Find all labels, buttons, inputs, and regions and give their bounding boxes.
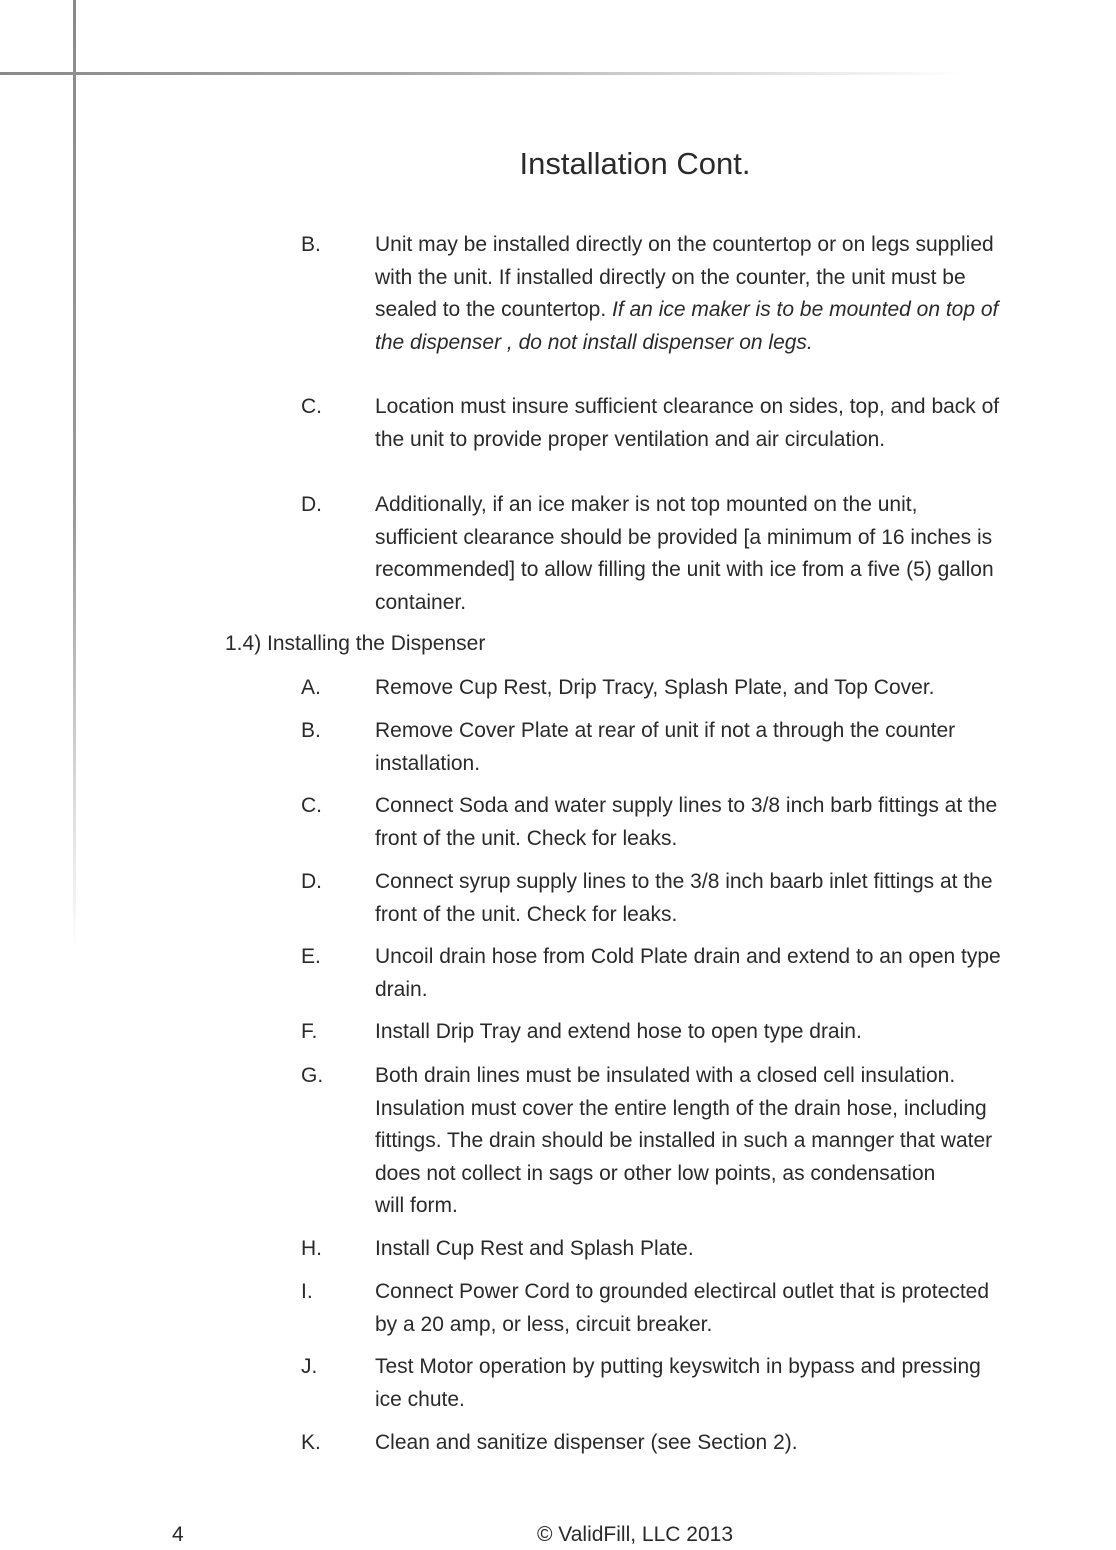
text-line: Test Motor operation by putting keyswitch in bypass and pressing <box>375 1355 981 1378</box>
text-line: Install Cup Rest and Splash Plate. <box>375 1237 694 1260</box>
list-item-letter: K. <box>301 1431 321 1454</box>
text-line: Additionally, if an ice maker is not top mounted on the unit, <box>375 493 918 516</box>
list-item-text <box>375 1276 1116 1341</box>
text-line: the unit to provide proper ventilation and air circulation. <box>375 427 886 451</box>
page-number: 4 <box>172 1523 184 1546</box>
text-normal: sealed to the countertop. <box>375 298 612 321</box>
text-line: by a 20 amp, or less, circuit breaker. <box>375 1312 713 1336</box>
text-italic-note: the dispenser , do not install dispenser on legs. <box>375 330 813 354</box>
text-line: drain. <box>375 977 428 1001</box>
list-item-letter: I. <box>301 1280 313 1303</box>
list-item-letter: D. <box>301 493 322 516</box>
text-line: Install Drip Tray and extend hose to open type drain. <box>375 1020 862 1043</box>
text-line: Connect Soda and water supply lines to 3/8 inch barb fittings at the <box>375 794 998 817</box>
text-line: does not collect in sags or other low points, as condensation <box>375 1161 936 1185</box>
text-line: installation. <box>375 751 481 775</box>
section-heading: 1.4) Installing the Dispenser <box>225 632 486 655</box>
list-item-letter: E. <box>301 945 321 968</box>
list-item-letter: B. <box>301 719 321 742</box>
copyright-notice: © ValidFill, LLC 2013 <box>536 1523 733 1546</box>
text-line: Both drain lines must be insulated with a closed cell insulation. <box>375 1064 956 1087</box>
text-line: Unit may be installed directly on the countertop or on legs supplied <box>375 233 994 256</box>
text-line: Clean and sanitize dispenser (see Section 2). <box>375 1431 798 1454</box>
list-item-letter: J. <box>301 1355 318 1378</box>
margin-line-vertical <box>73 0 76 950</box>
list-item-text <box>375 1351 1116 1416</box>
text-line: front of the unit. Check for leaks. <box>375 902 678 926</box>
text-line-mixed <box>375 294 1116 327</box>
list-item-text <box>375 391 1116 456</box>
text-line: Connect syrup supply lines to the 3/8 inch baarb inlet fittings at the <box>375 870 993 893</box>
list-item-text <box>375 941 1116 1006</box>
list-item-text <box>375 1016 1116 1049</box>
text-line: Remove Cup Rest, Drip Tracy, Splash Plate, and Top Cover. <box>375 676 935 699</box>
list-item-letter: A. <box>301 676 321 699</box>
page-title: Installation Cont. <box>519 146 751 181</box>
list-item-text <box>375 866 1116 931</box>
list-item-text <box>375 1427 1116 1460</box>
list-item-letter: D. <box>301 870 322 893</box>
text-line: Uncoil drain hose from Cold Plate drain and extend to an open type <box>375 945 1001 968</box>
text-line: container. <box>375 590 467 614</box>
text-line: Remove Cover Plate at rear of unit if not a through the counter <box>375 719 956 742</box>
margin-line-horizontal <box>0 72 960 75</box>
list-item-text <box>375 672 1116 705</box>
text-line: ice chute. <box>375 1387 465 1411</box>
text-line: recommended] to allow filling the unit with ice from a five (5) gallon <box>375 558 994 581</box>
list-item-text <box>375 790 1116 855</box>
text-italic-note: If an ice maker is to be mounted on top of <box>612 298 999 321</box>
list-item-text <box>375 229 1116 359</box>
list-item-letter: C. <box>301 794 322 817</box>
text-line: Insulation must cover the entire length of the drain hose, including <box>375 1096 987 1120</box>
list-item-letter: C. <box>301 395 322 418</box>
list-item-letter: B. <box>301 233 321 256</box>
text-line: Location must insure sufficient clearance on sides, top, and back of <box>375 395 1000 418</box>
text-line: front of the unit. Check for leaks. <box>375 826 678 850</box>
text-line: with the unit. If installed directly on the counter, the unit must be <box>375 265 966 289</box>
list-item-letter: F. <box>301 1020 318 1043</box>
list-item-letter: G. <box>301 1064 324 1087</box>
list-item-letter: H. <box>301 1237 322 1260</box>
text-line: fittings. The drain should be installed in such a mannger that water <box>375 1129 993 1152</box>
list-item-text <box>375 489 1116 619</box>
text-line: will form. <box>375 1194 458 1217</box>
list-item-text <box>375 1233 1116 1266</box>
list-item-text <box>375 1060 1116 1223</box>
list-item-text <box>375 715 1116 780</box>
text-line: Connect Power Cord to grounded electircal outlet that is protected <box>375 1280 990 1303</box>
text-line: sufficient clearance should be provided [a minimum of 16 inches is <box>375 525 993 549</box>
